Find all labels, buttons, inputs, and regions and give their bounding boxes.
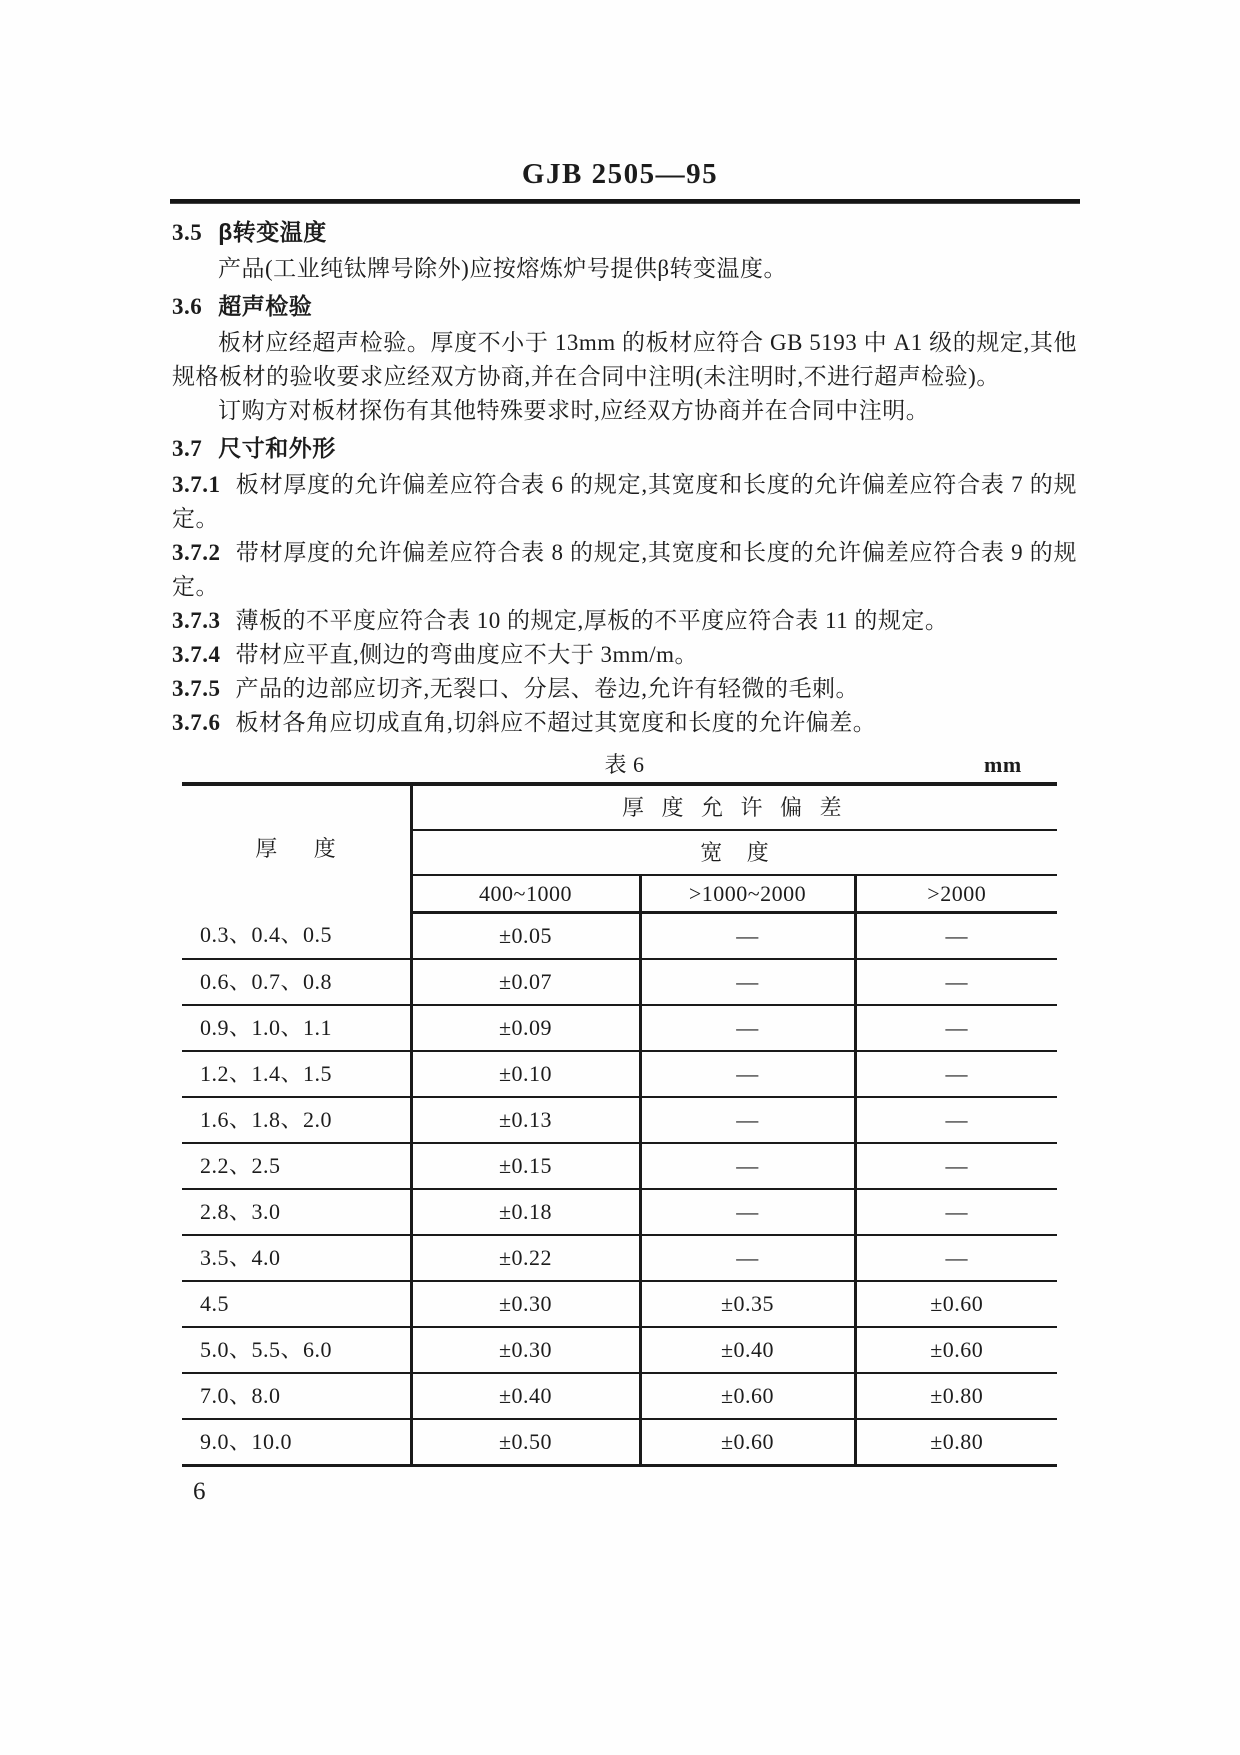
table-row xyxy=(182,1327,1057,1373)
thickness-cell: 7.0、8.0 xyxy=(182,1373,411,1419)
tolerance-cell: ±0.60 xyxy=(640,1419,855,1466)
thickness-cell: 1.2、1.4、1.5 xyxy=(182,1051,411,1097)
tolerance-cell: — xyxy=(855,1143,1057,1189)
clause-3-7-2 xyxy=(172,536,1077,604)
tolerance-cell: — xyxy=(640,1143,855,1189)
table-header-row-1 xyxy=(182,784,1057,830)
tolerance-cell: ±0.18 xyxy=(411,1189,640,1235)
tolerance-cell: ±0.07 xyxy=(411,959,640,1005)
tolerance-cell: ±0.15 xyxy=(411,1143,640,1189)
tolerance-cell: ±0.13 xyxy=(411,1097,640,1143)
clause-number: 3.7.3 xyxy=(172,608,221,633)
tolerance-cell: — xyxy=(855,1235,1057,1281)
clause-number: 3.7.6 xyxy=(172,710,221,735)
tolerance-cell: ±0.35 xyxy=(640,1281,855,1327)
thickness-cell: 9.0、10.0 xyxy=(182,1419,411,1466)
tolerance-cell: — xyxy=(855,1097,1057,1143)
tolerance-cell: — xyxy=(855,959,1057,1005)
section-heading-3-7 xyxy=(172,431,1077,466)
tolerance-cell: ±0.30 xyxy=(411,1327,640,1373)
thickness-cell: 0.9、1.0、1.1 xyxy=(182,1005,411,1051)
tolerance-cell: ±0.80 xyxy=(855,1373,1057,1419)
thickness-cell: 1.6、1.8、2.0 xyxy=(182,1097,411,1143)
tolerance-cell: — xyxy=(640,913,855,960)
document-body xyxy=(172,212,1077,1467)
section-title: β转变温度 xyxy=(218,219,327,245)
table-row xyxy=(182,1189,1057,1235)
tolerance-cell: — xyxy=(640,1235,855,1281)
thickness-cell: 5.0、5.5、6.0 xyxy=(182,1327,411,1373)
width-col-header: >2000 xyxy=(855,875,1057,913)
tolerance-cell: ±0.40 xyxy=(411,1373,640,1419)
table-row xyxy=(182,959,1057,1005)
clause-text: 产品的边部应切齐,无裂口、分层、卷边,允许有轻微的毛刺。 xyxy=(235,676,859,701)
clause-text: 板材厚度的允许偏差应符合表 6 的规定,其宽度和长度的允许偏差应符合表 7 的规定。 xyxy=(172,472,1077,531)
table-unit-label: mm xyxy=(984,752,1022,777)
tolerance-cell: ±0.60 xyxy=(640,1373,855,1419)
tolerance-cell: — xyxy=(855,913,1057,960)
section-heading-3-6 xyxy=(172,289,1077,324)
tolerance-cell: ±0.09 xyxy=(411,1005,640,1051)
table-row xyxy=(182,913,1057,960)
table-row xyxy=(182,1419,1057,1466)
table-caption-row xyxy=(172,748,1077,782)
section-number: 3.6 xyxy=(172,294,203,319)
section-number: 3.7 xyxy=(172,436,203,461)
table-row xyxy=(182,1005,1057,1051)
tolerance-cell: ±0.40 xyxy=(640,1327,855,1373)
table-caption: 表 6 xyxy=(604,752,645,777)
width-span-header: 宽 度 xyxy=(411,830,1057,875)
tolerance-cell: — xyxy=(640,1189,855,1235)
tolerance-cell: ±0.30 xyxy=(411,1281,640,1327)
tolerance-span-header: 厚 度 允 许 偏 差 xyxy=(411,784,1057,830)
clause-number: 3.7.2 xyxy=(172,540,221,565)
width-col-header: >1000~2000 xyxy=(640,875,855,913)
tolerance-cell: ±0.60 xyxy=(855,1281,1057,1327)
tolerance-cell: — xyxy=(640,1097,855,1143)
thickness-cell: 0.6、0.7、0.8 xyxy=(182,959,411,1005)
paragraph: 产品(工业纯钛牌号除外)应按熔炼炉号提供β转变温度。 xyxy=(218,256,788,281)
thickness-cell: 2.2、2.5 xyxy=(182,1143,411,1189)
clause-3-7-4 xyxy=(172,638,1077,672)
paragraph: 板材应经超声检验。厚度不小于 13mm 的板材应符合 GB 5193 中 A1 级的规定,其他规格板材的验收要求应经双方协商,并在合同中注明(未注明时,不进行超声检验)。 xyxy=(172,330,1077,389)
section-title: 超声检验 xyxy=(218,293,313,319)
page-number: 6 xyxy=(193,1478,206,1505)
clause-text: 带材应平直,侧边的弯曲度应不大于 3mm/m。 xyxy=(235,642,699,667)
tolerance-cell: — xyxy=(855,1005,1057,1051)
tolerance-cell: ±0.50 xyxy=(411,1419,640,1466)
table-row xyxy=(182,1051,1057,1097)
doc-number: GJB 2505—95 xyxy=(521,158,719,190)
header-rule xyxy=(170,199,1080,204)
clause-3-7-5 xyxy=(172,672,1077,706)
tolerance-cell: ±0.80 xyxy=(930,1429,984,1454)
tolerance-cell: ±0.60 xyxy=(855,1327,1057,1373)
thickness-cell: 4.5 xyxy=(182,1281,411,1327)
tolerance-cell: ±0.10 xyxy=(411,1051,640,1097)
table-6-thickness-tolerance xyxy=(182,782,1057,1467)
clause-text: 带材厚度的允许偏差应符合表 8 的规定,其宽度和长度的允许偏差应符合表 9 的规定。 xyxy=(172,540,1077,599)
width-col-header: 400~1000 xyxy=(411,875,640,913)
thickness-column-header: 厚 度 xyxy=(182,784,411,913)
thickness-cell: 0.3、0.4、0.5 xyxy=(182,913,411,960)
thickness-cell: 2.8、3.0 xyxy=(182,1189,411,1235)
section-title: 尺寸和外形 xyxy=(218,435,336,461)
table-row xyxy=(182,1235,1057,1281)
tolerance-cell: — xyxy=(855,1051,1057,1097)
section-heading-3-5 xyxy=(172,215,1077,250)
tolerance-cell: — xyxy=(640,1005,855,1051)
clause-text: 薄板的不平度应符合表 10 的规定,厚板的不平度应符合表 11 的规定。 xyxy=(235,608,949,633)
tolerance-cell: — xyxy=(640,1051,855,1097)
tolerance-cell: ±0.05 xyxy=(411,913,640,960)
paragraph: 订购方对板材探伤有其他特殊要求时,应经双方协商并在合同中注明。 xyxy=(218,398,930,423)
table-row xyxy=(182,1281,1057,1327)
table-row xyxy=(182,1143,1057,1189)
table-row xyxy=(182,1097,1057,1143)
tolerance-cell: — xyxy=(640,959,855,1005)
tolerance-cell: ±0.22 xyxy=(411,1235,640,1281)
clause-text: 板材各角应切成直角,切斜应不超过其宽度和长度的允许偏差。 xyxy=(235,710,877,735)
clause-number: 3.7.5 xyxy=(172,676,221,701)
thickness-cell: 3.5、4.0 xyxy=(182,1235,411,1281)
section-number: 3.5 xyxy=(172,220,203,245)
tolerance-cell: — xyxy=(855,1189,1057,1235)
clause-number: 3.7.4 xyxy=(172,642,221,667)
clause-3-7-6 xyxy=(172,706,1077,740)
clause-3-7-1 xyxy=(172,468,1077,536)
clause-number: 3.7.1 xyxy=(172,472,221,497)
clause-3-7-3 xyxy=(172,604,1077,638)
table-row xyxy=(182,1373,1057,1419)
